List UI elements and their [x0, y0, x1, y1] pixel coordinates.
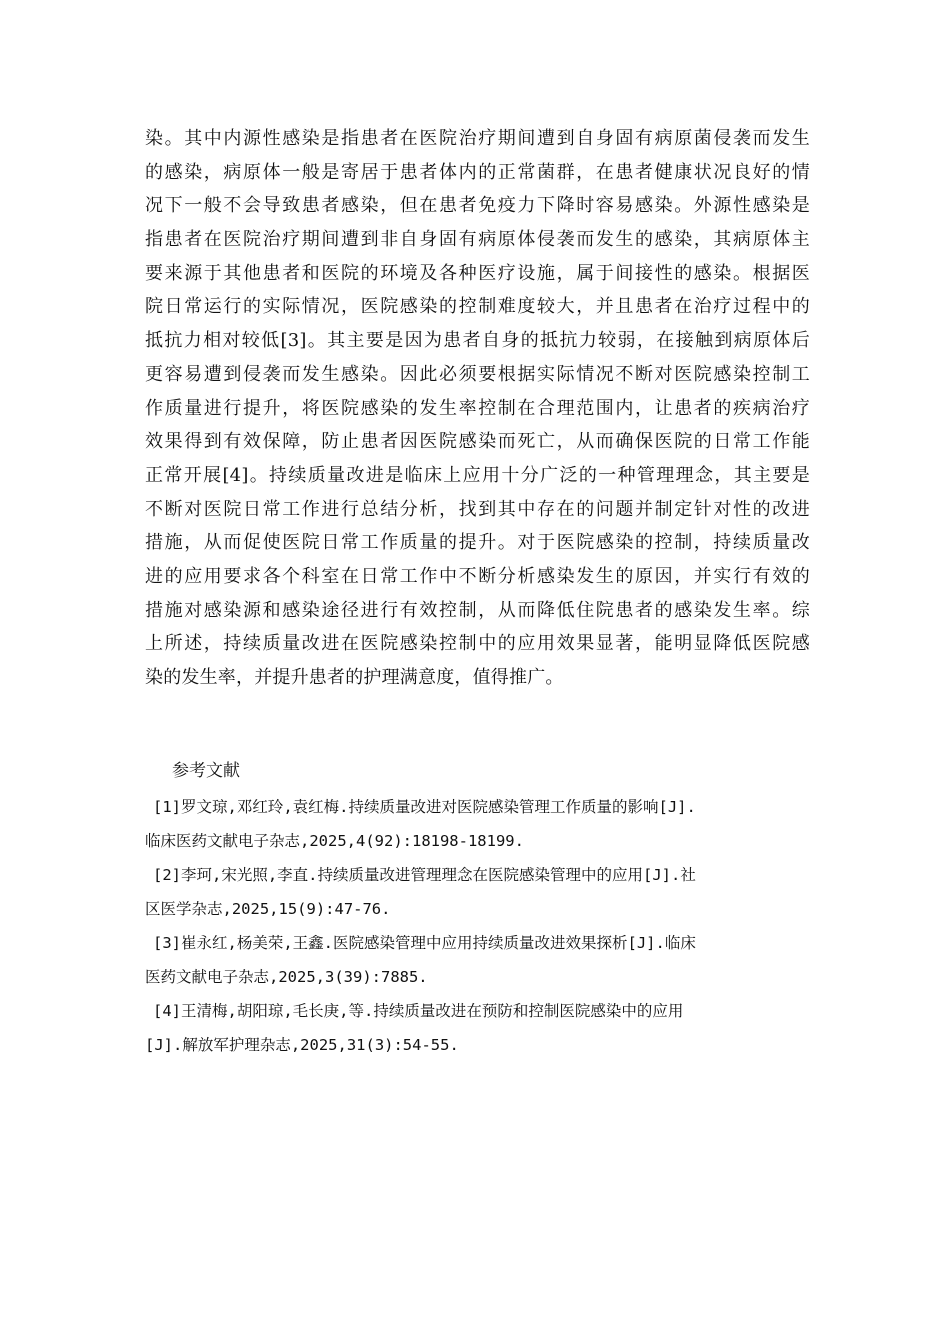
- paragraph-line: 措施，从而促使医院日常工作质量的提升。对于医院感染的控制，持续质量改: [145, 532, 810, 554]
- paragraph-line: 进的应用要求各个科室在日常工作中不断分析感染发生的原因，并实行有效的: [145, 565, 810, 587]
- body-paragraph: [145, 122, 810, 695]
- reference-item-4-continued: [J].解放军护理杂志,2025,31(3):54-55.: [145, 1036, 459, 1054]
- reference-item-1-continued: 临床医药文献电子杂志,2025,4(92):18198-18199.: [145, 832, 524, 850]
- paragraph-line: 染。其中内源性感染是指患者在医院治疗期间遭到自身固有病原菌侵袭而发生: [145, 128, 810, 149]
- paragraph-line: 抵抗力相对较低[3]。其主要是因为患者自身的抵抗力较弱，在接触到病原体后: [145, 330, 810, 352]
- paragraph-line: 院日常运行的实际情况，医院感染的控制难度较大，并且患者在治疗过程中的: [145, 296, 810, 318]
- paragraph-line: 染的发生率，并提升患者的护理满意度，值得推广。: [145, 667, 564, 688]
- reference-item-3-continued: 医药文献电子杂志,2025,3(39):7885.: [145, 968, 428, 986]
- paragraph-line: 况下一般不会导致患者感染，但在患者免疫力下降时容易感染。外源性感染是: [145, 195, 810, 217]
- references-heading: 参考文献: [172, 761, 240, 781]
- paragraph-line: 上所述，持续质量改进在医院感染控制中的应用效果显著，能明显降低医院感: [145, 633, 810, 655]
- reference-item-2: [2]李珂,宋光照,李直.持续质量改进管理理念在医院感染管理中的应用[J].社: [153, 866, 696, 884]
- reference-item-3: [3]崔永红,杨美荣,王鑫.医院感染管理中应用持续质量改进效果探析[J].临床: [153, 934, 696, 952]
- paragraph-line: 指患者在医院治疗期间遭到非自身固有病原体侵袭而发生的感染，其病原体主: [145, 229, 810, 251]
- reference-item-4: [4]王清梅,胡阳琼,毛长庚,等.持续质量改进在预防和控制医院感染中的应用: [153, 1002, 684, 1020]
- references-list: [145, 790, 810, 1062]
- reference-item-1: [1]罗文琼,邓红玲,袁红梅.持续质量改进对医院感染管理工作质量的影响[J].: [153, 798, 696, 816]
- reference-item-2-continued: 区医学杂志,2025,15(9):47-76.: [145, 900, 391, 918]
- paragraph-line: 不断对医院日常工作进行总结分析，找到其中存在的问题并制定针对性的改进: [145, 498, 810, 520]
- paragraph-line: 的感染，病原体一般是寄居于患者体内的正常菌群，在患者健康状况良好的情: [145, 161, 810, 183]
- paragraph-line: 正常开展[4]。持续质量改进是临床上应用十分广泛的一种管理理念，其主要是: [145, 464, 810, 486]
- paragraph-line: 作质量进行提升，将医院感染的发生率控制在合理范围内，让患者的疾病治疗: [145, 397, 810, 419]
- paragraph-line: 措施对感染源和感染途径进行有效控制，从而降低住院患者的感染发生率。综: [145, 599, 810, 621]
- paragraph-line: 更容易遭到侵袭而发生感染。因此必须要根据实际情况不断对医院感染控制工: [145, 363, 810, 385]
- paragraph-line: 效果得到有效保障，防止患者因医院感染而死亡，从而确保医院的日常工作能: [145, 431, 810, 453]
- paragraph-line: 要来源于其他患者和医院的环境及各种医疗设施，属于间接性的感染。根据医: [145, 262, 810, 284]
